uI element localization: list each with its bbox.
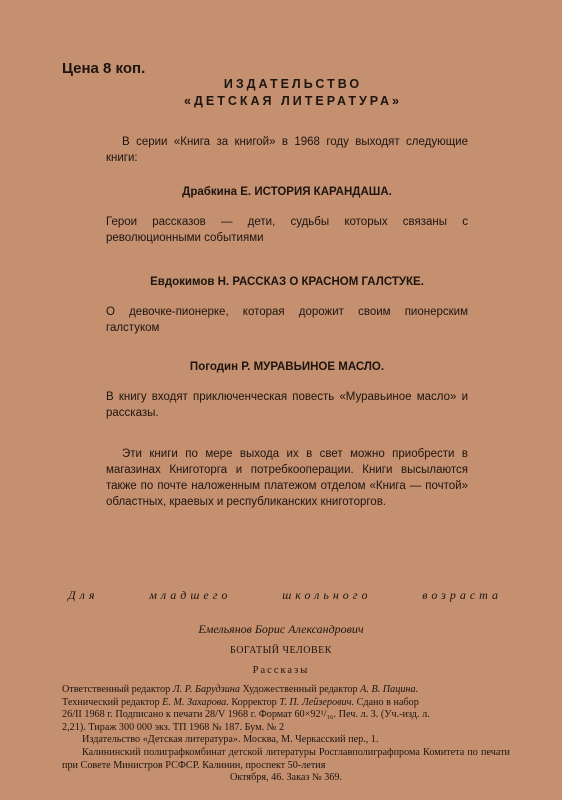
book-heading-2 (106, 276, 468, 288)
imprint-print-dates: 26/II 1968 г. Подписано к печати 28/V 1968 г. Формат 60×92¹/₁₆. Печ. л. 3. (Уч.-изд. л. (62, 709, 430, 721)
book-heading-3 (106, 361, 468, 373)
book-author: Погодин Р. (189, 361, 251, 373)
imprint-editors-line1: Ответственный редактор Л. Р. Барудзина Художественный редактор А. В. Пацина. (62, 684, 419, 695)
audience-word: младшего (149, 588, 232, 602)
book-title-colophon: БОГАТЫЙ ЧЕЛОВЕК (230, 645, 332, 656)
book-heading-1 (106, 186, 468, 198)
book-title: ИСТОРИЯ КАРАНДАША. (254, 186, 392, 198)
price-label: Цена 8 коп. (62, 60, 146, 77)
purchase-info: Эти книги по мере выхода их в свет можно приобрести в магазинах Книготорга и потребкооперации. Книги высылаются также по почте наложенным платежом отделом «Книга — почтой» областных, краевых и республиканских книготоргов. (106, 448, 468, 508)
book-title: МУРАВЬИНОЕ МАСЛО. (253, 361, 385, 373)
imprint-run: 2,21). Тираж 300 000 экз. ТП 1968 № 187. Бум. № 2 (62, 721, 285, 733)
book-author: Драбкина Е. (182, 186, 252, 198)
book-title: РАССКАЗ О КРАСНОМ ГАЛСТУКЕ. (232, 276, 424, 288)
imprint-editors-line2: Технический редактор Е. М. Захарова. Корректор Т. П. Лейзерович. Сдано в набор (62, 696, 419, 708)
book-author: Евдокимов Н. (150, 276, 230, 288)
audience-word: Для (68, 588, 99, 602)
author-name: Емельянов Борис Александрович (198, 622, 364, 636)
book-description-1: Герои рассказов — дети, судьбы которых связаны с революционными событиями (106, 216, 468, 244)
imprint-order: Октября, 46. Заказ № 369. (229, 772, 343, 784)
publisher-name-line1: ИЗДАТЕЛЬСТВО (223, 77, 363, 91)
audience-line (68, 588, 502, 603)
genre-label: Рассказы (252, 665, 310, 676)
imprint-block (62, 684, 510, 785)
book-description-3: В книгу входят приключенческая повесть «Муравьиное масло» и рассказы. (106, 391, 468, 419)
audience-word: школьного (282, 588, 372, 602)
imprint-publisher-address: Издательство «Детская литература». Москва, М. Черкасский пер., 1. (82, 734, 379, 746)
audience-word: возраста (422, 588, 502, 602)
imprint-printer: Калининский полиграфкомбинат детской литературы Росглавполиграфпрома Комитета по печати при Совете Министров РСФСР. Калинин, проспект 50-летия (62, 746, 510, 771)
publisher-name-line2: «ДЕТСКАЯ ЛИТЕРАТУРА» (184, 94, 402, 108)
series-intro: В серии «Книга за книгой» в 1968 году выходят следующие книги: (106, 136, 468, 164)
book-description-2: О девочке-пионерке, которая дорожит своим пионерским галстуком (106, 306, 468, 334)
